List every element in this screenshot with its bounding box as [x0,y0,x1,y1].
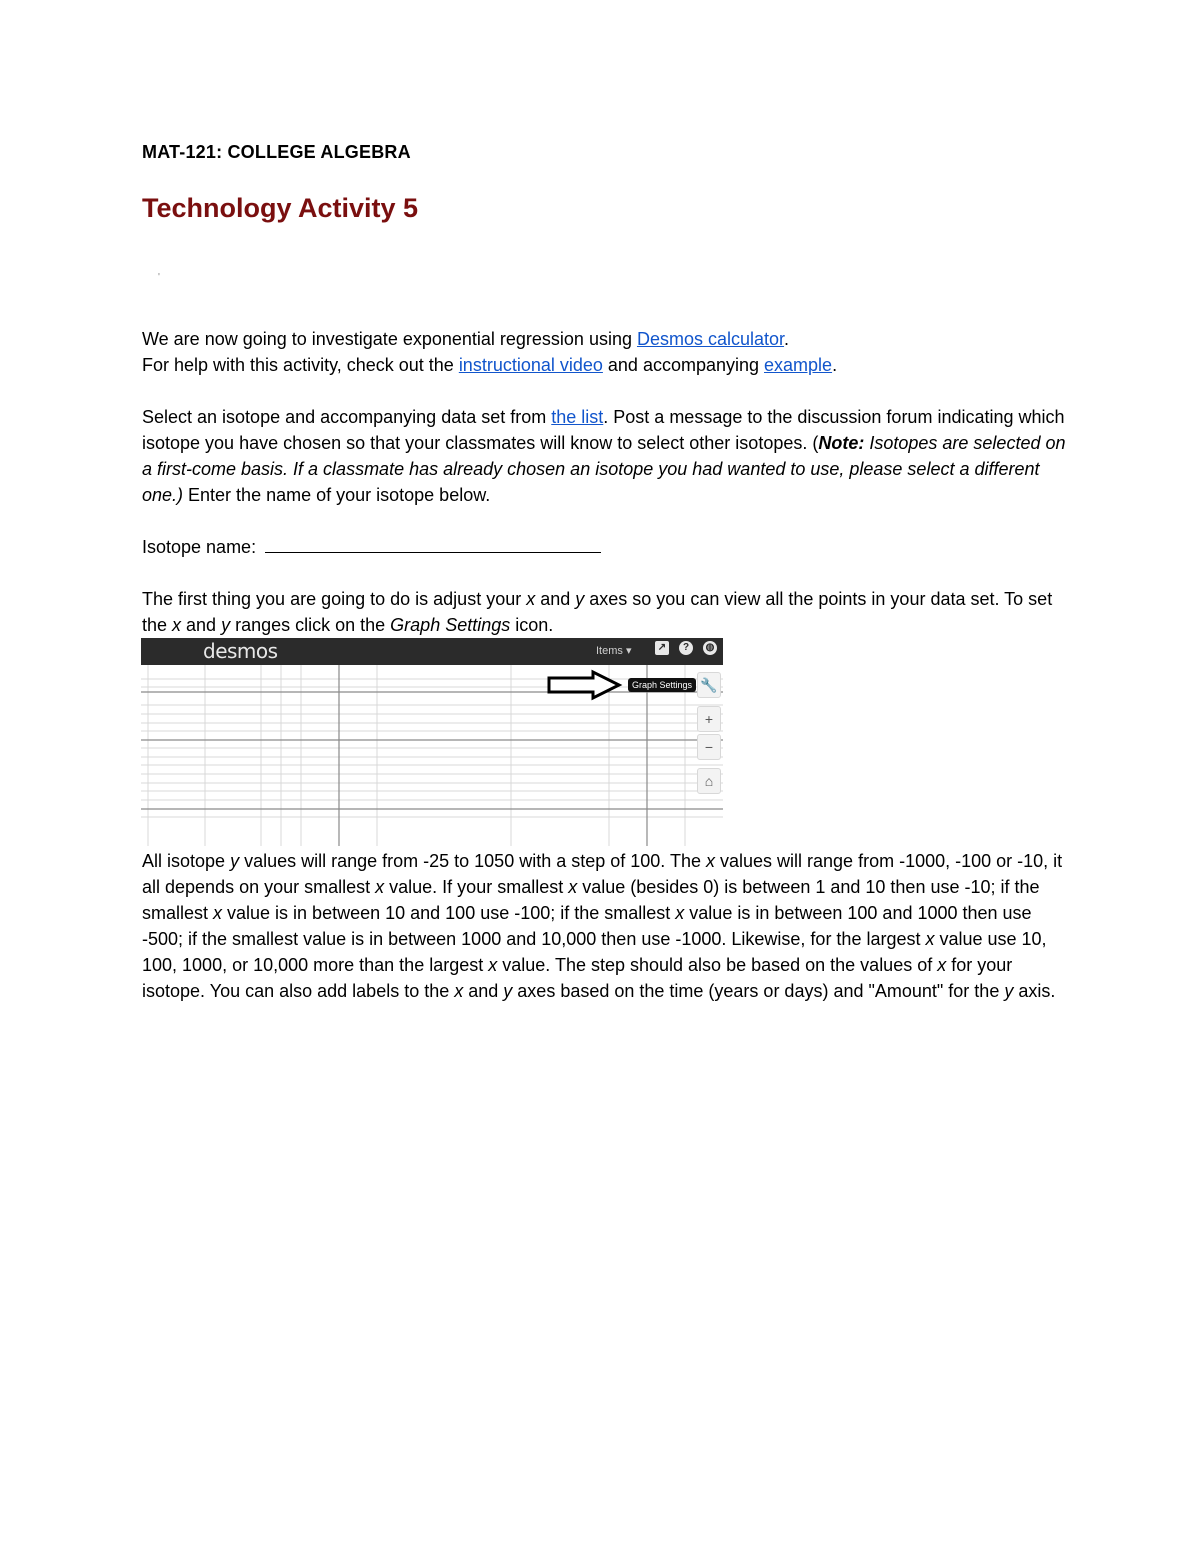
intro-paragraph [142,326,1072,378]
help-icon: ? [679,641,693,655]
var-x: x [454,981,464,1001]
range-text: for your isotope. You can also add labels to the [142,955,1013,1001]
range-text: values will range from -1000, -100 or -10, it all depends on your smallest [142,851,1063,897]
range-text: value (besides 0) is between 1 and 10 then use -10; if the smallest [142,877,1040,923]
intro-period: . [784,329,790,349]
graph-settings-tooltip: Graph Settings [628,678,696,692]
var-x: x [568,877,578,897]
var-y: y [230,851,240,871]
range-text: and [463,981,504,1001]
help-text: For help with this activity, check out the [142,355,459,375]
note-label: Note: [818,433,865,453]
intro-text: We are now going to investigate exponential regression using [142,329,637,349]
activity-title: Technology Activity 5 [142,193,419,223]
desmos-calculator-link[interactable]: Desmos calculator [636,329,785,349]
instructional-video-link[interactable]: instructional video [458,355,603,375]
axes-paragraph [142,586,1072,638]
select-text: Select an isotope and accompanying data set from [142,407,552,427]
range-text: axis. [1013,981,1056,1001]
var-y: y [221,615,231,635]
var-x: x [213,903,223,923]
select-end-text: Enter the name of your isotope below. [183,485,491,505]
select-isotope-paragraph [142,404,1072,508]
globe-icon: ◍ [703,641,717,655]
items-menu: Items ▾ [596,645,632,657]
zoom-out-button: − [697,734,721,760]
var-x: x [172,615,182,635]
var-y: y [503,981,513,1001]
zoom-in-button: + [697,706,721,732]
wrench-icon: 🔧 [697,672,721,698]
range-text: values will range from -25 to 1050 with a step of 100. The [239,851,706,871]
help-period: . [832,355,838,375]
axes-text: axes so you can view all the points in your data set. To set the [142,589,1053,635]
isotope-name-blank[interactable] [265,534,601,553]
axes-text: icon. [510,615,554,635]
range-text: value. The step should also be based on the values of [497,955,938,975]
range-text: axes based on the time (years or days) and "Amount" for the [512,981,1005,1001]
home-icon: ⌂ [697,768,721,794]
var-x: x [375,877,385,897]
range-text: value use 10, 100, 1000, or 10,000 more than the largest [142,929,1047,975]
range-text: All isotope [142,851,231,871]
axes-text: ranges click on the [230,615,391,635]
axes-text: The first thing you are going to do is adjust your [142,589,527,609]
var-x: x [526,589,536,609]
isotope-name-line [142,534,1072,560]
var-x: x [925,929,935,949]
example-link[interactable]: example [764,355,833,375]
range-text: value is in between 100 and 1000 then use -500; if the smallest value is in between 1000 and 10,000 then use -1000. Likewise, for the largest [142,903,1032,949]
select-text-after: . Post a message to the discussion forum indicating which isotope you have chosen so that your classmates will know to select other isotopes. ( [142,407,1065,453]
range-text: value. If your smallest [384,877,569,897]
the-list-link[interactable]: the list [551,407,604,427]
desmos-top-bar [141,638,723,665]
help-text-middle: and accompanying [602,355,765,375]
graph-grid [141,665,723,846]
note-text: Isotopes are selected on a first-come basis. If a classmate has already chosen an isotope you had wanted to use, please select a different one.) [142,433,1066,505]
stray-mark: ' [158,272,160,283]
axes-text: and [181,615,222,635]
var-x: x [937,955,947,975]
range-text: value is in between 10 and 100 use -100; if the smallest [222,903,676,923]
isotope-name-label: Isotope name: [142,537,257,557]
share-icon: ↗ [655,641,669,655]
desmos-screenshot [141,638,723,846]
graph-settings-term: Graph Settings [390,615,511,635]
axes-text: and [535,589,576,609]
var-x: x [706,851,715,871]
var-y: y [575,589,585,609]
range-instructions-paragraph [142,848,1072,1004]
var-x: x [488,955,498,975]
var-x: x [675,903,685,923]
var-y: y [1004,981,1014,1001]
desmos-logo: desmos [203,639,278,663]
course-heading: MAT-121: COLLEGE ALGEBRA [142,142,411,162]
